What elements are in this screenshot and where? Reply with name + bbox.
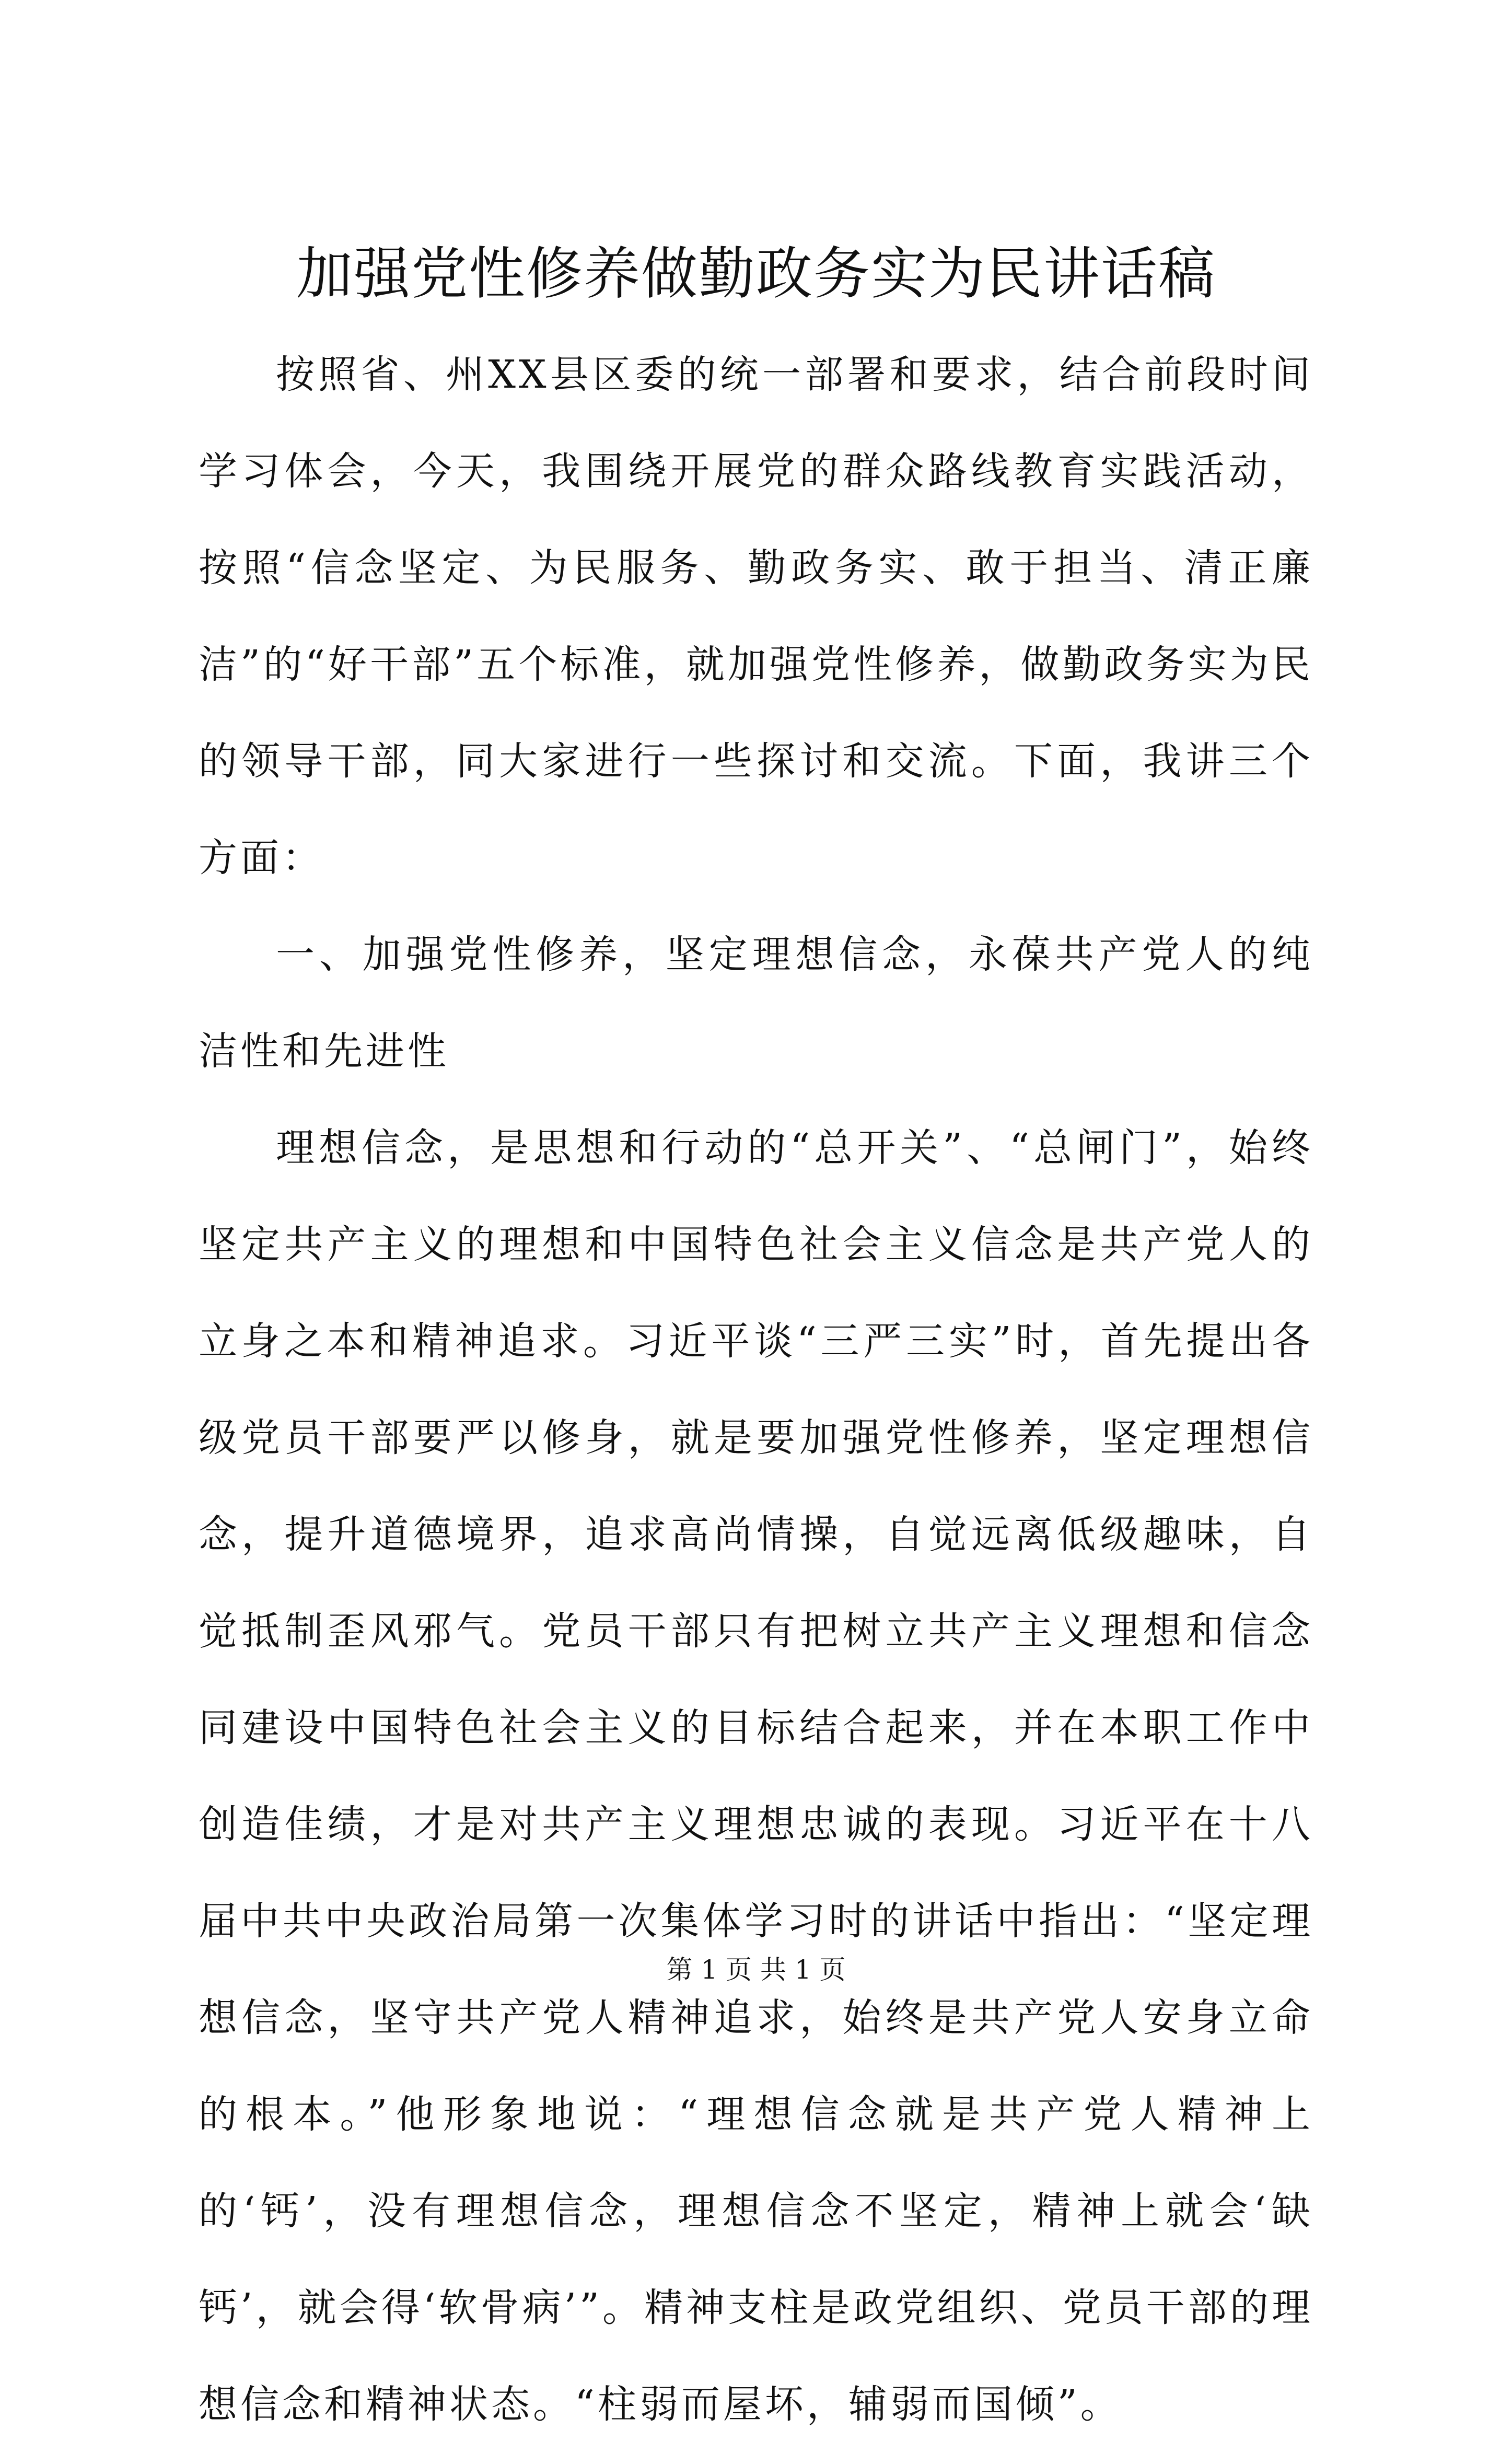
- paragraph-intro: 按照省、州XX县区委的统一部署和要求，结合前段时间学习体会，今天，我围绕开展党的群众路线教育实践活动，按照“信念坚定、为民服务、勤政务实、敢于担当、清正廉洁”的“好干部”五个标准，就加强党性修养，做勤政务实为民的领导干部，同大家进行一些探讨和交流。下面，我讲三个方面：: [199, 352, 1313, 880]
- document-body: [199, 327, 1313, 2453]
- paragraph-section-heading: 一、加强党性修养，坚定理想信念，永葆共产党人的纯洁性和先进性: [199, 932, 1313, 1074]
- paragraph-ideals-belief: 理想信念，是思想和行动的“总开关”、“总闸门”，始终坚定共产主义的理想和中国特色社会主义信念是共产党人的立身之本和精神追求。习近平谈“三严三实”时，首先提出各级党员干部要严以修身，就是要加强党性修养，坚定理想信念，提升道德境界，追求高尚情操，自觉远离低级趣味，自觉抵制歪风邪气。党员干部只有把树立共产主义理想和信念同建设中国特色社会主义的目标结合起来，并在本职工作中创造佳绩，才是对共产主义理想忠诚的表现。习近平在十八届中共中央政治局第一次集体学习时的讲话中指出：“坚定理想信念，坚守共产党人精神追求，始终是共产党人安身立命的根本。”他形象地说：“理想信念就是共产党人精神上的‘钙’，没有理想信念，理想信念不坚定，精神上就会‘缺钙’，就会得‘软骨病’”。精神支柱是政党组织、党员干部的理想信念和精神状态。“柱弱而屋坏，辅弱而国倾”。: [199, 1125, 1313, 2427]
- document-title: 加强党性修养做勤政务实为民讲话稿: [296, 241, 1216, 307]
- page-footer: 第 1 页 共 1 页: [666, 1955, 846, 1985]
